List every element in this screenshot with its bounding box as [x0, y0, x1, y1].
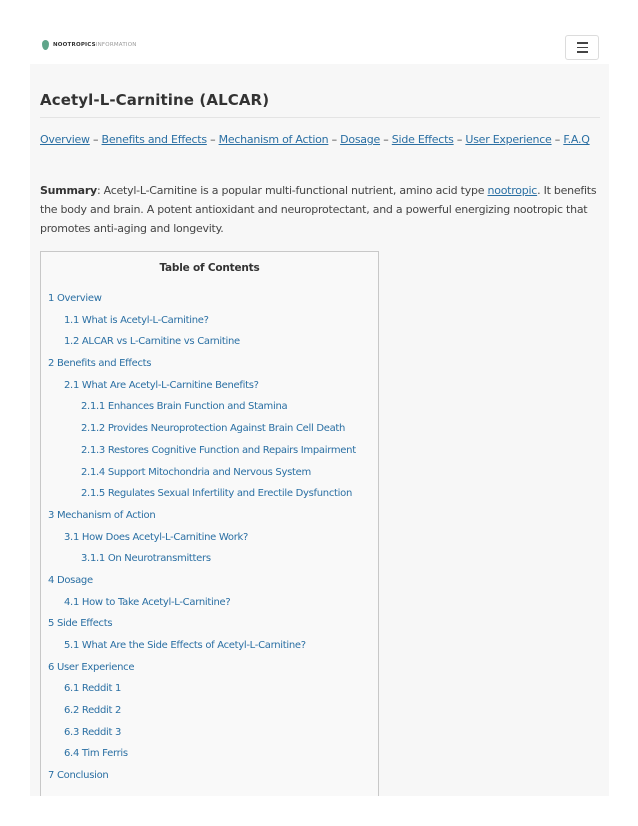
section-nav	[40, 130, 600, 149]
summary-text-before: : Acetyl-L-Carnitine is a popular multi-functional nutrient, amino acid type	[96, 184, 488, 197]
page-title: Acetyl-L-Carnitine (ALCAR)	[40, 91, 270, 109]
logo-text	[53, 42, 137, 48]
toc-item[interactable]: 6 User Experience	[48, 661, 135, 673]
toc-title: Table of Contents	[159, 262, 260, 274]
nav-link-user-experience[interactable]: User Experience	[465, 133, 552, 146]
site-header	[0, 0, 638, 64]
toc-item[interactable]: 4 Dosage	[48, 574, 93, 586]
nootropic-link[interactable]: nootropic	[487, 184, 538, 197]
toc-item[interactable]: 1.2 ALCAR vs L-Carnitine vs Carnitine	[64, 336, 240, 348]
toc-item[interactable]: 2.1.4 Support Mitochondria and Nervous System	[81, 466, 311, 478]
logo-text-light: INFORMATION	[95, 42, 137, 48]
leaf-icon	[42, 40, 49, 50]
toc-item[interactable]: 2.1 What Are Acetyl-L-Carnitine Benefits?	[64, 379, 259, 391]
nav-link-mechanism-of-action[interactable]: Mechanism of Action	[218, 133, 329, 146]
toc-item[interactable]: 5 Side Effects	[48, 618, 113, 630]
toc-item[interactable]: 2 Benefits and Effects	[48, 358, 152, 370]
nav-separator: –	[89, 133, 102, 146]
summary-label: Summary	[40, 184, 97, 197]
toc-item[interactable]: 2.1.2 Provides Neuroprotection Against Brain Cell Death	[81, 423, 346, 435]
site-logo[interactable]	[42, 40, 137, 50]
toc-item[interactable]: 2.1.3 Restores Cognitive Function and Repairs Impairment	[81, 444, 356, 456]
toc-item[interactable]: 3.1.1 On Neurotransmitters	[81, 553, 211, 565]
nav-separator: –	[380, 133, 392, 146]
toc-item[interactable]: 3 Mechanism of Action	[48, 509, 156, 521]
table-of-contents	[40, 251, 379, 796]
article-summary	[40, 181, 600, 238]
toc-item[interactable]: 2.1.1 Enhances Brain Function and Stamina	[81, 401, 288, 413]
nav-link-benefits-and-effects[interactable]: Benefits and Effects	[101, 133, 207, 146]
nav-link-dosage[interactable]: Dosage	[340, 133, 381, 146]
toc-item[interactable]: 6.4 Tim Ferris	[64, 748, 128, 760]
toc-item[interactable]: 6.1 Reddit 1	[64, 683, 122, 695]
nav-link-overview[interactable]: Overview	[40, 133, 90, 146]
summary-text-after: . It benefits the body and brain. A potent antioxidant and neuroprotectant, and a powerful energizing nootropic that promotes anti-aging and longevity.	[40, 184, 597, 235]
nav-separator: –	[328, 133, 341, 146]
toc-list	[41, 288, 378, 787]
toc-item[interactable]: 7 Conclusion	[48, 770, 109, 782]
toc-item[interactable]: 4.1 How to Take Acetyl-L-Carnitine?	[64, 596, 231, 608]
nav-link-side-effects[interactable]: Side Effects	[391, 133, 454, 146]
nav-link-f-a-q[interactable]: F.A.Q	[563, 133, 590, 146]
article-content	[30, 64, 609, 796]
toc-item[interactable]: 3.1 How Does Acetyl-L-Carnitine Work?	[64, 531, 249, 543]
toc-item[interactable]: 6.3 Reddit 3	[64, 726, 122, 738]
toc-item[interactable]: 1 Overview	[48, 293, 102, 304]
toc-item[interactable]: 6.2 Reddit 2	[64, 705, 122, 717]
nav-separator: –	[453, 133, 466, 146]
toc-item[interactable]: 5.1 What Are the Side Effects of Acetyl-L-Carnitine?	[64, 640, 306, 651]
hamburger-menu-icon[interactable]	[565, 35, 599, 60]
title-divider	[40, 117, 600, 118]
nav-separator: –	[551, 133, 564, 146]
logo-text-bold: NOOTROPICS	[53, 42, 96, 48]
toc-item[interactable]: 2.1.5 Regulates Sexual Infertility and Erectile Dysfunction	[81, 488, 352, 500]
toc-item[interactable]: 1.1 What is Acetyl-L-Carnitine?	[64, 314, 209, 326]
nav-separator: –	[206, 133, 219, 146]
